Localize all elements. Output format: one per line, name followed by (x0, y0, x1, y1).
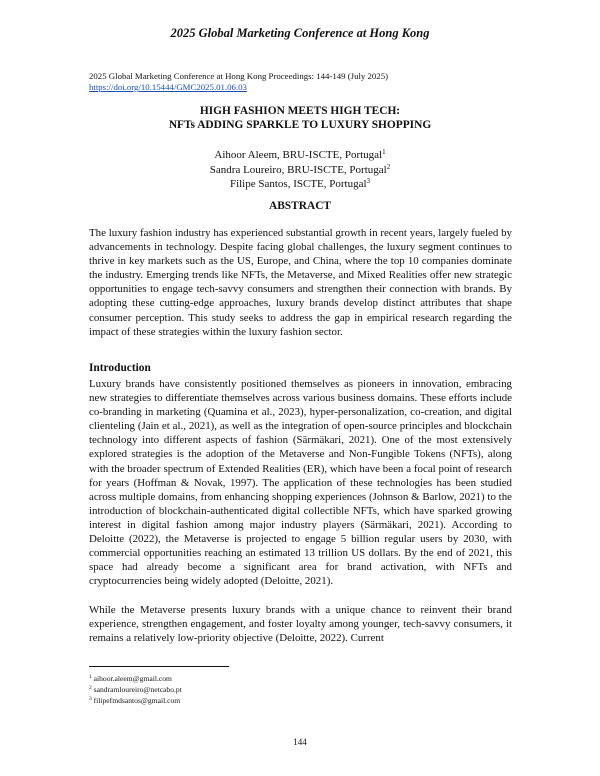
author-footnote-mark: 3 (366, 177, 371, 185)
paper-title (0, 104, 600, 132)
title-line-2: NFTs ADDING SPARKLE TO LUXURY SHOPPING (168, 119, 432, 131)
proceedings-citation: 2025 Global Marketing Conference at Hong Kong Proceedings: 144-149 (July 2025) (89, 71, 389, 81)
author-list (0, 148, 600, 192)
footnote-divider (89, 666, 229, 667)
footnote-email: aihoor.aleem@gmail.com (93, 674, 172, 683)
footnotes (89, 673, 182, 706)
author-entry (0, 163, 600, 178)
title-line-1: HIGH FASHION MEETS HIGH TECH: (199, 105, 401, 117)
running-head: 2025 Global Marketing Conference at Hong Kong (170, 26, 430, 40)
author-footnote-mark: 2 (386, 162, 391, 171)
author-name: Aihoor Aleem, BRU-ISCTE, Portugal (214, 149, 383, 161)
footnote (89, 695, 182, 706)
author-entry (0, 177, 600, 192)
footnote-mark: 2 (89, 685, 92, 691)
introduction-paragraph-2: While the Metaverse presents luxury brands with a unique chance to reinvent their brand experience, strengthen engagement, and foster loyalty among younger, tech-savvy consumers, it remains a relatively low-priority objective (Deloitte, 2022). Current (89, 604, 512, 645)
author-entry (0, 148, 600, 163)
footnote-email: filipefmdsantos@gmail.com (93, 696, 181, 705)
author-name: Filipe Santos, ISCTE, Portugal (229, 178, 367, 190)
author-name: Sandra Loureiro, BRU-ISCTE, Portugal (209, 163, 387, 176)
footnote-email: sandramloureiro@netcabo.pt (93, 685, 182, 694)
footnote (89, 684, 182, 695)
footnote-mark: 3 (89, 696, 92, 702)
proceedings-info (89, 71, 388, 93)
introduction-paragraph-1: Luxury brands have consistently positioned themselves as pioneers in innovation, embracing new strategies to differentiate themselves across various business domains. These efforts include co-branding in marketing (Quamina et al., 2023), hyper-personalization, co-creation, and digital clienteling (Jain et al., 2021), as well as the integration of open-source principles and blockchain technology into different aspects of fashion (Särmäkari, 2021). One of the most extensively explored strategies is the adoption of the Metaverse and Non-Fungible Tokens (NFTs), along with the broader spectrum of Extended Realities (ER), which have been a focal point of research for years (Hoffman & Novak, 1997). The application of these technologies has been studied across multiple domains, from enhancing shopping experiences (Johnson & Barlow, 2021) to the introduction of blockchain-authenticated digital collectible NFTs, which have sparked growing interest in digital fashion among major industry players (Särmäkari, 2021). According to Deloitte (2022), the Metaverse is projected to engage 5 billion regular users by 2030, with commercial opportunities reaching an estimated 13 trillion US dollars. By the end of 2021, this space had already become a significant area for brand activation, with NFTs and cryptocurrencies being widely adopted (Deloitte, 2021). (89, 378, 512, 588)
footnote (89, 673, 182, 684)
page-number: 144 (293, 737, 307, 747)
introduction-heading: Introduction (89, 362, 151, 374)
doi-link[interactable]: https://doi.org/10.15444/GMC2025.01.06.03 (89, 82, 247, 92)
author-footnote-mark: 1 (382, 148, 386, 156)
abstract-text: The luxury fashion industry has experienced substantial growth in recent years, largely fueled by advancements in technology. Despite facing global challenges, the luxury segment continues to thrive in key markets such as the US, Europe, and China, where the top 10 companies dominate the industry. Emerging trends like NFTs, the Metaverse, and Mixed Realities offer new strategic opportunities to engage tech-savvy consumers and strengthen their connection with brands. By adopting these cutting-edge approaches, luxury brands develop distinct attributes that shape consumer perception. This study seeks to address the gap in empirical research regarding the impact of these strategies within the luxury fashion sector. (89, 227, 512, 338)
footnote-mark: 1 (89, 674, 92, 680)
abstract-heading: ABSTRACT (268, 200, 332, 212)
